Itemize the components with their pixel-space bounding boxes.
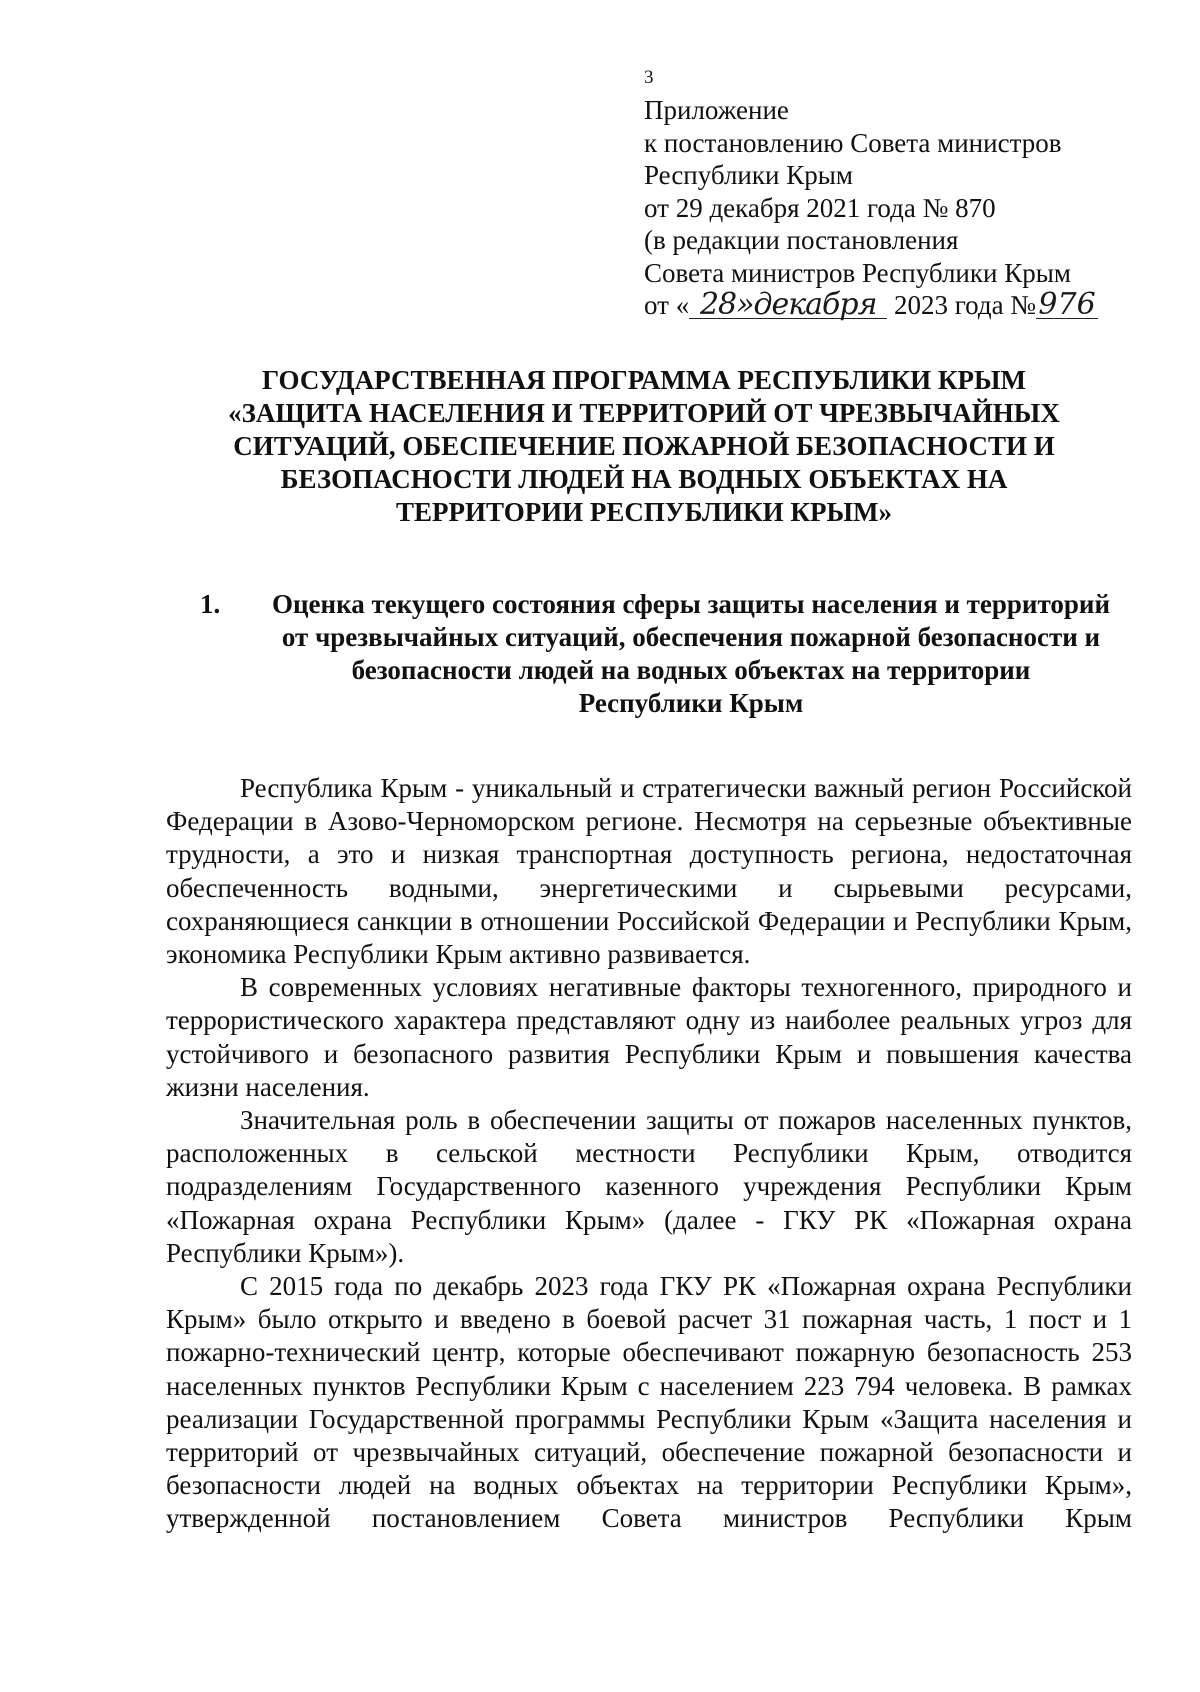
section-heading-line: от чрезвычайных ситуаций, обеспечения пожарной безопасности и — [281, 622, 1101, 652]
program-title-line: ГОСУДАРСТВЕННАЯ ПРОГРАММА РЕСПУБЛИКИ КРЫМ — [261, 365, 1026, 395]
appendix-line: Приложение — [644, 95, 789, 125]
paragraph: Значительная роль в обеспечении защиты от пожаров населенных пунктов, расположенных в сельской местности Республики Крым, отводится подразделениям Государственного казенного учреждения Республики Крым «Пожарная охрана Республики Крым» (далее - ГКУ РК «Пожарная охрана Республики Крым»). — [166, 1105, 1132, 1268]
appendix-line: Совета министров Республики Крым — [644, 257, 1071, 288]
section-number: 1. — [200, 589, 221, 619]
section-heading — [200, 588, 1140, 720]
handwritten-date: 28»декабря — [689, 292, 887, 319]
paragraph: С 2015 года по декабрь 2023 года ГКУ РК «Пожарная охрана Республики Крым» было открыто и введено в боевой расчет 31 пожарная часть, 1 пост и 1 пожарно-технический центр, которые обеспечивают пожарную безопасность 253 населенных пунктов Республики Крым с населением 223 794 человека. В рамках реализации Государственной программы Республики Крым «Защита населения и территорий от чрезвычайных ситуаций, обеспечение пожарной безопасности и безопасности людей на водных объектах на территории Республики Крым», утвержденной постановлением Совета министров Республики Крым — [166, 1271, 1132, 1534]
appendix-block — [644, 94, 1098, 322]
section-heading-line: Республики Крым — [578, 688, 804, 718]
amendment-year-label: 2023 года № — [893, 290, 1037, 320]
program-title-line: БЕЗОПАСНОСТИ ЛЮДЕЙ НА ВОДНЫХ ОБЪЕКТАХ НА — [280, 464, 1008, 494]
program-title-line: СИТУАЦИЙ, ОБЕСПЕЧЕНИЕ ПОЖАРНОЙ БЕЗОПАСНОСТИ И — [233, 431, 1055, 461]
body-text — [166, 772, 1132, 1536]
program-title-line: «ЗАЩИТА НАСЕЛЕНИЯ И ТЕРРИТОРИЙ ОТ ЧРЕЗВЫЧАЙНЫХ — [228, 398, 1060, 428]
paragraph: В современных условиях негативные факторы техногенного, природного и террористического характера представляют одну из наиболее реальных угроз для устойчивого и безопасного развития Республики Крым и повышения качества жизни населения. — [166, 972, 1132, 1102]
paragraph: Республика Крым - уникальный и стратегически важный регион Российской Федерации в Азово-Черноморском регионе. Несмотря на серьезные объективные трудности, а это и низкая транспортная доступность региона, недостаточная обеспеченность водными, энергетическими и сырьевыми ресурсами, сохраняющиеся санкции в отношении Российской Федерации и Республики Крым, экономика Республики Крым активно развивается. — [166, 773, 1132, 970]
appendix-line: к постановлению Совета министров — [644, 127, 1062, 158]
appendix-line: от 29 декабря 2021 года № 870 — [644, 192, 996, 223]
handwritten-number: 976 — [1036, 292, 1098, 319]
section-heading-line: безопасности людей на водных объектах на территории — [351, 655, 1031, 685]
page-number: 3 — [644, 67, 654, 88]
section-heading-text — [242, 588, 1140, 720]
program-title — [160, 364, 1128, 529]
appendix-line: Республики Крым — [644, 160, 853, 190]
program-title-line: ТЕРРИТОРИИ РЕСПУБЛИКИ КРЫМ» — [396, 497, 892, 527]
amendment-date-prefix: от « — [644, 290, 690, 320]
appendix-line: (в редакции постановления — [644, 225, 959, 255]
section-heading-line: Оценка текущего состояния сферы защиты населения и территорий — [271, 589, 1111, 619]
amendment-date-line — [644, 289, 1098, 322]
